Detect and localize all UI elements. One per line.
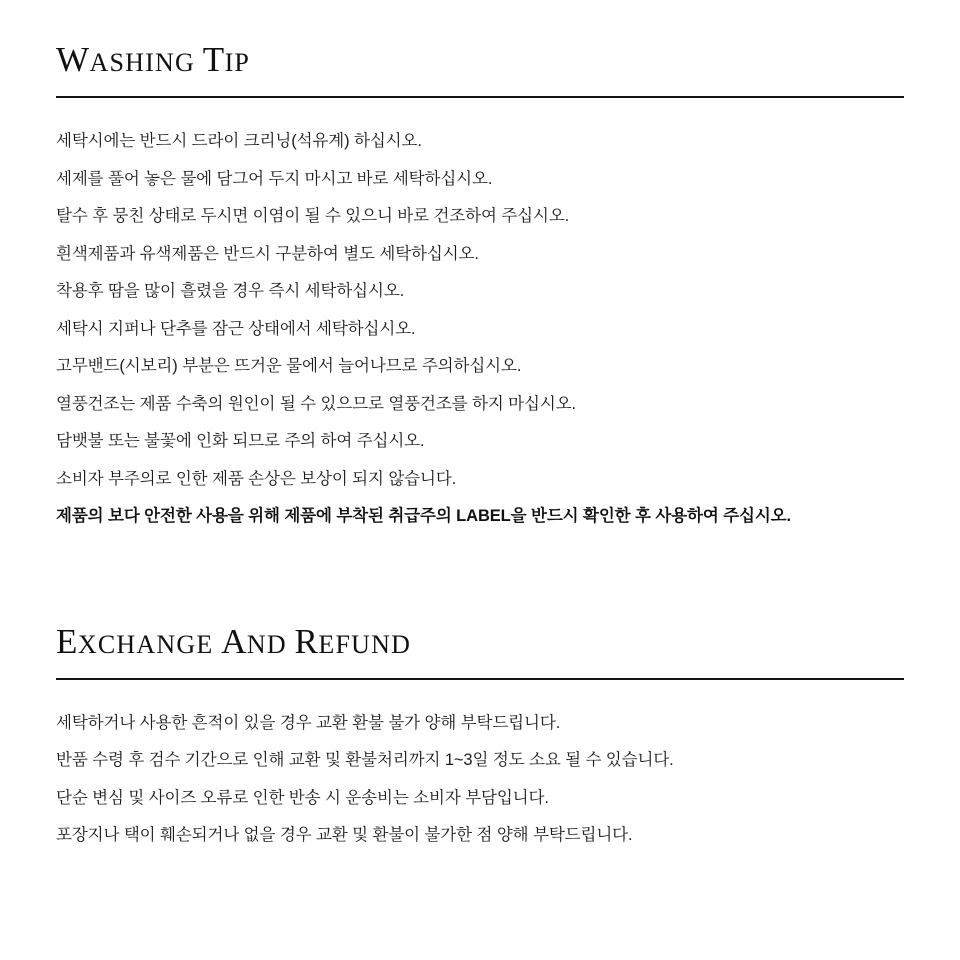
list-item: 흰색제품과 유색제품은 반드시 구분하여 별도 세탁하십시오.	[56, 244, 479, 263]
list-item: 반품 수령 후 검수 기간으로 인해 교환 및 환불처리까지 1~3일 정도 소요 될 수 있습니다.	[56, 751, 674, 769]
list-item: 세탁시에는 반드시 드라이 크리닝(석유계) 하십시오.	[56, 132, 422, 150]
list-item: 열풍건조는 제품 수축의 원인이 될 수 있으므로 열풍건조를 하지 마십시오.	[56, 394, 577, 413]
page-title-exchange-refund	[56, 621, 904, 661]
list-item: 탈수 후 뭉친 상태로 두시면 이염이 될 수 있으니 바로 건조하여 주십시오.	[56, 207, 570, 225]
section-washing-tip	[56, 0, 904, 525]
heading-lead-letter: E	[56, 621, 78, 661]
heading-space	[213, 630, 221, 659]
heading-lead-letter-2: A	[221, 621, 247, 661]
list-item: 세제를 풀어 놓은 물에 담그어 두지 마시고 바로 세탁하십시오.	[56, 169, 493, 188]
heading-rest-text-3: EFUND	[318, 629, 412, 659]
heading-rest-text-2: ND	[246, 629, 287, 659]
list-item: 단순 변심 및 사이즈 오류로 인한 반송 시 운송비는 소비자 부담입니다.	[56, 788, 549, 807]
heading-lead-letter-3: R	[294, 621, 319, 661]
heading-rest-text: XCHANGE	[77, 629, 214, 659]
section-exchange-and-refund	[56, 546, 904, 844]
heading-rest-text: ASHING	[89, 48, 195, 77]
heading-space	[195, 48, 203, 77]
exchange-refund-list	[56, 680, 904, 844]
list-item: 소비자 부주의로 인한 제품 손상은 보상이 되지 않습니다.	[56, 469, 457, 488]
heading-rest-text-2: IP	[224, 48, 251, 77]
heading-lead-letter-2: T	[202, 40, 225, 79]
list-item-emphasis: 제품의 보다 안전한 사용을 위해 제품에 부착된 취급주의 LABEL을 반드시 확인한 후 사용하여 주십시오.	[56, 507, 791, 525]
heading-lead-letter: W	[56, 40, 90, 79]
list-item: 착용후 땀을 많이 흘렸을 경우 즉시 세탁하십시오.	[56, 282, 405, 300]
page-title-washing-tip	[56, 42, 904, 78]
list-item: 포장지나 택이 훼손되거나 없을 경우 교환 및 환불이 불가한 점 양해 부탁드립니다.	[56, 826, 633, 844]
list-item: 담뱃불 또는 불꽃에 인화 되므로 주의 하여 주십시오.	[56, 432, 425, 450]
washing-tip-list	[56, 98, 904, 525]
list-item: 세탁시 지퍼나 단추를 잠근 상태에서 세탁하십시오.	[56, 319, 416, 338]
list-item: 세탁하거나 사용한 흔적이 있을 경우 교환 환불 불가 양해 부탁드립니다.	[56, 713, 561, 732]
list-item: 고무밴드(시보리) 부분은 뜨거운 물에서 늘어나므로 주의하십시오.	[56, 357, 522, 375]
heading-space-2	[287, 630, 295, 659]
